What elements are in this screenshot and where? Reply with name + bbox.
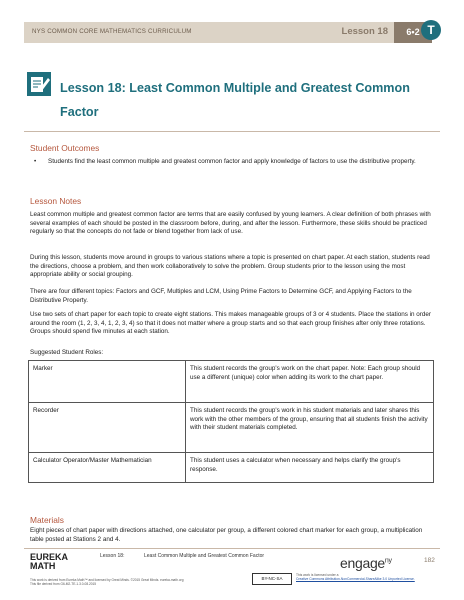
roles-table <box>28 360 434 483</box>
lesson-notes-paragraph: During this lesson, students move around in groups to various stations where a topic is presented on chart paper. At each station, students read the directions, choose a problem, and then work collaboratively to solve the problem. Group students prior to the lesson using the most appropriate ability or social grouping. <box>30 254 430 278</box>
page-header <box>24 22 432 43</box>
table-row <box>29 403 434 453</box>
lesson-notes-paragraph: There are four different topics: Factors and GCF, Multiples and LCM, Using Prime Factors to Determine GCF, and Applying Factors to the Distributive Property. <box>30 288 412 304</box>
title-divider <box>24 131 440 132</box>
lesson-notes-paragraph: Least common multiple and greatest common factor are terms that are easily confused by young learners. A clear definition of both phrases with several examples of each should be posted in the classroom before, during, and after the lesson. Furthermore, these skills should be practiced regularly so that the concepts do not fade or blend together from lack of use. <box>30 211 431 235</box>
fine-print-line: This work is derived from Eureka Math™ and licensed by Great Minds. ©2015 Great Minds. eureka-math.org <box>30 578 184 582</box>
logo-line-1: EUREKA <box>30 552 69 562</box>
page-title: Lesson 18: Least Common Multiple and Greatest Common Factor <box>60 81 410 119</box>
lesson-notes-heading: Lesson Notes <box>30 196 82 206</box>
fine-print-line: This file derived from G6-M2-TE-1.3.0-08.2015 <box>30 582 97 586</box>
ny-text: ny <box>384 557 392 565</box>
footer-lesson-title: Least Common Multiple and Greatest Common Factor <box>144 553 265 559</box>
materials-heading: Materials <box>30 515 64 525</box>
module-badge: 6•2 <box>394 22 432 43</box>
license-line: This work is licensed under a <box>296 573 339 577</box>
page-number: 182 <box>424 557 435 564</box>
role-name: Marker <box>29 361 186 403</box>
lesson-icon <box>27 72 51 96</box>
student-outcomes-heading: Student Outcomes <box>30 143 100 153</box>
role-description: This student records the group's work on the chart paper. Note: Each group should use a different (unique) color when adding its work to the chart paper. <box>186 361 434 403</box>
footer-fine-print <box>30 578 250 586</box>
engage-text: engage <box>340 555 385 571</box>
role-name: Recorder <box>29 403 186 453</box>
materials-text: Eight pieces of chart paper with directions attached, one calculator per group, a different colored chart marker for each group, a multiplication table posted at Stations 2 and 4. <box>30 527 423 543</box>
role-name: Calculator Operator/Master Mathematician <box>29 453 186 483</box>
roles-label: Suggested Student Roles: <box>30 349 104 356</box>
license-text <box>296 573 436 581</box>
footer-lesson-label: Lesson 18: <box>100 553 125 559</box>
role-description: This student uses a calculator when necessary and helps clarify the group's response. <box>186 453 434 483</box>
student-outcome-item: Students find the least common multiple and greatest common factor and apply knowledge of factors to use the distributive property. <box>48 158 416 165</box>
bullet-icon: • <box>34 158 37 165</box>
table-row <box>29 453 434 483</box>
license-badge-icon: BY-NC-SA <box>252 573 292 585</box>
lesson-notes-paragraph: Use two sets of chart paper for each topic to create eight stations. This makes manageable groups of 3 or 4 students. Place the stations in order around the room (1, 2, 3, 4, 1, 2, 3, 4) so that it does not matter where a group starts and so that each group finishes after only three rotations. Groups should spend five minutes at each station. <box>30 311 432 335</box>
header-lesson-label: Lesson 18 <box>341 26 388 37</box>
role-description: This student records the group's work in his student materials and later shares this work with the other members of the group, ensuring that all students finish the activity with their student materials completed. <box>186 403 434 453</box>
curriculum-name: NYS COMMON CORE MATHEMATICS CURRICULUM <box>32 28 192 35</box>
teacher-badge-icon: T <box>421 20 441 40</box>
footer-divider <box>24 548 440 549</box>
engageny-logo <box>340 555 392 571</box>
logo-line-2: MATH <box>30 561 56 571</box>
table-row <box>29 361 434 403</box>
eureka-math-logo <box>30 553 68 571</box>
license-link[interactable]: Creative Commons Attribution-NonCommercial-ShareAlike 3.0 Unported License. <box>296 577 415 581</box>
